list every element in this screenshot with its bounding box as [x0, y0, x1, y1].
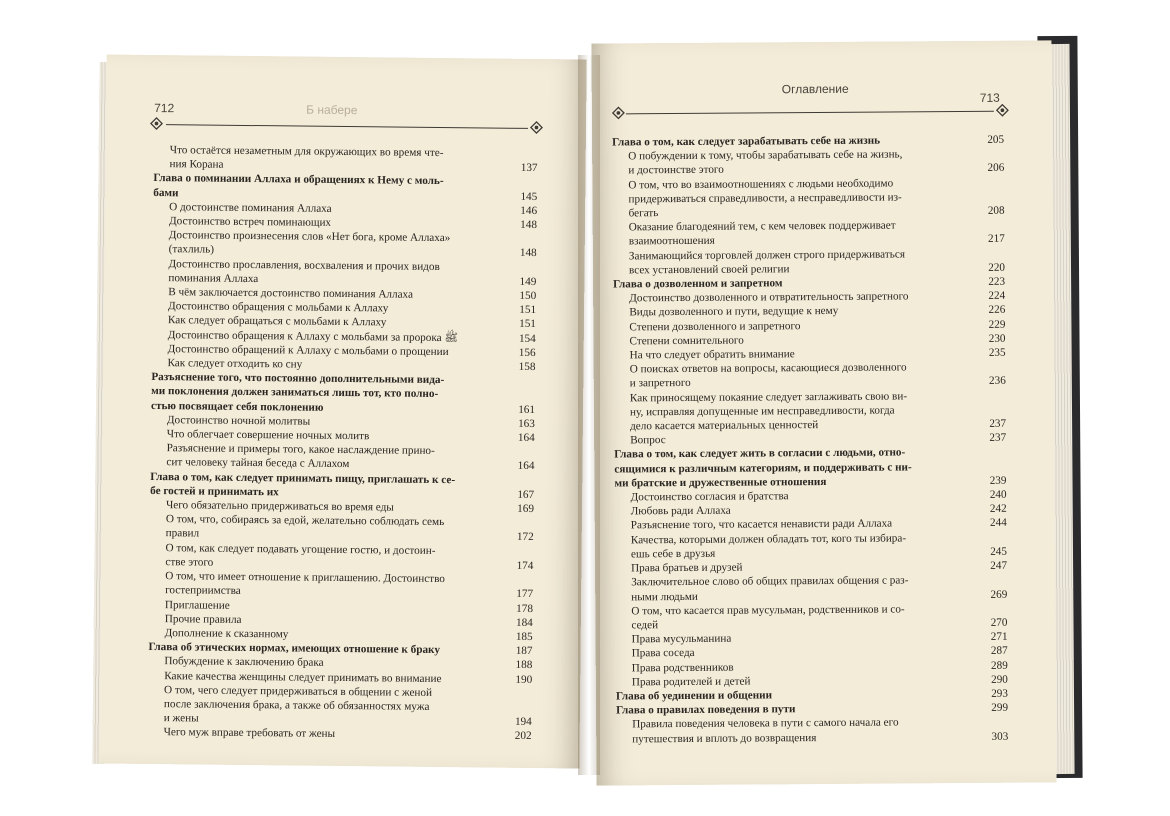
toc-chapter[interactable]: Глава о поминании Аллаха и обращениях к Нему с моль- бами 145 [153, 172, 538, 203]
toc-entry[interactable]: О достоинстве поминания Аллаха 146 [169, 200, 538, 217]
toc-entry[interactable]: Достоинство согласия и братства 240 [630, 488, 1007, 504]
toc-entry[interactable]: Права братьев и друзей 247 [631, 559, 1008, 575]
toc-chapter[interactable]: Глава о правилах поведения в пути 299 [616, 701, 1009, 717]
toc-entry[interactable]: Что остаётся незаметным для окружающих во время чте- ния Корана 137 [169, 144, 538, 175]
toc-entry[interactable]: Как приносящему покаяние следует заглаживать свою ви- ну, исправляя допущенные им несправедливости, когда дело касается материальных ценностей 237 [629, 390, 1007, 433]
toc-entry[interactable]: Права родителей и детей 290 [631, 673, 1008, 689]
toc-entry[interactable]: Достоинство ночной молитвы 163 [166, 414, 535, 430]
left-header-rule [166, 124, 528, 129]
toc-entry[interactable]: Что облегчает совершение ночных молитв 164 [166, 428, 535, 445]
toc-entry[interactable]: Как следует обращаться с мольбами к Аллаху 151 [167, 314, 536, 331]
table-of-contents-left [148, 143, 538, 744]
toc-chapter[interactable]: Разъяснение того, что постоянно дополнительными вида- ми поклонения должен заниматься лишь тот, кто полно- стью посвящает себя поклонению 161 [150, 371, 536, 416]
toc-entry[interactable]: Достоинство обращения с мольбами к Аллаху 151 [168, 300, 537, 317]
toc-entry[interactable]: Достоинство прославления, восхваления и прочих видов поминания Аллаха 149 [168, 257, 537, 288]
toc-chapter[interactable]: Глава о том, как следует жить в согласии с людьми, отно- сящимися к различным категориям, и поддерживать с ни- ми братские и дружественные отношения 239 [614, 446, 1007, 490]
toc-entry[interactable]: О поисках ответов на вопросы, касающиеся дозволенного и запретного 236 [629, 361, 1006, 390]
toc-entry[interactable]: Качества, которыми должен обладать тот, кого ты избира- ешь себе в друзья 245 [630, 532, 1008, 561]
left-running-header: Б набере [306, 102, 358, 118]
toc-entry[interactable]: Достоинство обращений к Аллаху с мольбами о прощении 156 [167, 343, 536, 359]
toc-entry[interactable]: Дополнение к сказанному 185 [164, 627, 533, 643]
table-of-contents-right [612, 133, 1008, 746]
toc-entry[interactable]: Достоинство дозволенного и отвратительность запретного 224 [629, 289, 1006, 305]
toc-entry[interactable]: О том, что, собираясь за едой, желательно соблюдать семь правил 172 [165, 513, 534, 544]
toc-entry[interactable]: Чего обязательно придерживаться во время еды 169 [165, 499, 535, 516]
toc-entry[interactable]: Правила поведения человека в пути с самого начала его путешествия и вплоть до возвращения 303 [632, 716, 1009, 745]
right-running-header: Оглавление [781, 81, 849, 97]
book-gutter [578, 55, 600, 775]
toc-entry[interactable]: Чего муж вправе требовать от жены 202 [163, 726, 532, 743]
left-page [99, 55, 586, 769]
toc-entry[interactable]: О том, что во взаимоотношениях с людьми необходимо придерживаться справедливости, а несправедливости из- бегать 208 [628, 177, 1005, 220]
toc-entry[interactable]: Приглашение 178 [164, 598, 534, 615]
toc-chapter[interactable]: Глава о дозволенном и запретном 223 [613, 275, 1006, 291]
toc-chapter[interactable]: Глава о том, как следует принимать пищу, приглашать к се- бе гостей и принимать их 167 [150, 470, 535, 501]
toc-entry[interactable]: Как следует отходить ко сну 158 [167, 357, 536, 374]
toc-entry[interactable]: Вопрос 237 [630, 431, 1007, 447]
toc-entry[interactable]: Права родственников 289 [631, 659, 1008, 674]
toc-chapter[interactable]: Глава об этических нормах, имеющих отношение к браку 187 [148, 641, 533, 658]
toc-entry[interactable]: Прочие правила 184 [164, 612, 533, 629]
toc-entry[interactable]: Разъяснение и примеры того, какое наслаждение прино- сит человеку тайная беседа с Аллахом 164 [166, 442, 535, 473]
toc-entry[interactable]: Виды дозволенного и пути, ведущие к нему 226 [629, 304, 1006, 319]
toc-entry[interactable]: Достоинство встреч поминающих 148 [168, 215, 538, 232]
toc-entry[interactable]: Достоинство обращения к Аллаху с мольбами за пророка ﷺ 154 [167, 328, 536, 345]
toc-entry[interactable]: О том, чего следует придерживаться в общении с женой после заключения брака, а также об обязанностях мужа и жены 194 [163, 683, 532, 729]
toc-chapter[interactable]: Глава об уединении и общении 293 [615, 687, 1009, 703]
ornament-icon [996, 104, 1009, 117]
toc-entry[interactable]: О том, что касается прав мусульман, родственников и со- седей 270 [631, 603, 1008, 632]
toc-entry[interactable]: Какие качества женщины следует принимать во внимание 190 [164, 669, 533, 686]
toc-entry[interactable]: В чём заключается достоинство поминания Аллаха 150 [168, 286, 537, 303]
toc-entry[interactable]: Оказание благодеяний тем, с кем человек поддерживает взаимоотношения 217 [628, 219, 1005, 248]
toc-entry[interactable]: О том, как следует подавать угощение гостю, и достоин- стве этого 174 [165, 541, 534, 572]
right-page [591, 40, 1056, 785]
toc-chapter[interactable]: Глава о том, как следует зарабатывать себе на жизнь 205 [612, 133, 1005, 149]
ornament-icon [612, 106, 625, 119]
toc-entry[interactable]: На что следует обратить внимание 235 [629, 346, 1006, 362]
toc-entry[interactable]: Права мусульманина 271 [631, 630, 1008, 646]
toc-entry[interactable]: Достоинство произнесения слов «Нет бога, кроме Аллаха» (тахлиль) 148 [168, 229, 537, 260]
ornament-icon [530, 121, 543, 134]
toc-entry[interactable]: Занимающийся торговлей должен строго придерживаться всех установлений своей религии 220 [628, 248, 1006, 277]
toc-entry[interactable]: Права соседа 287 [631, 645, 1008, 660]
toc-entry[interactable]: Степени дозволенного и запретного 229 [629, 318, 1006, 333]
right-header-rule [626, 111, 994, 115]
toc-entry[interactable]: Заключительное слово об общих правилах общения с раз- ными людьми 269 [631, 574, 1008, 603]
toc-entry[interactable]: О том, что имеет отношение к приглашению. Достоинство гостеприимства 177 [165, 570, 534, 601]
toc-entry[interactable]: Разъяснение того, что касается ненависти ради Аллаха 244 [630, 517, 1007, 532]
right-page-number: 713 [979, 90, 1000, 105]
left-page-number: 712 [154, 101, 175, 116]
toc-entry[interactable]: О побуждении к тому, чтобы зарабатывать себе на жизнь, и достоинстве этого 206 [628, 148, 1005, 177]
toc-entry[interactable]: Степени сомнительного 230 [629, 332, 1006, 348]
ornament-icon [150, 117, 163, 130]
toc-entry[interactable]: Побуждение к заключению брака 188 [164, 655, 533, 672]
toc-entry[interactable]: Любовь ради Аллаха 242 [630, 503, 1007, 518]
